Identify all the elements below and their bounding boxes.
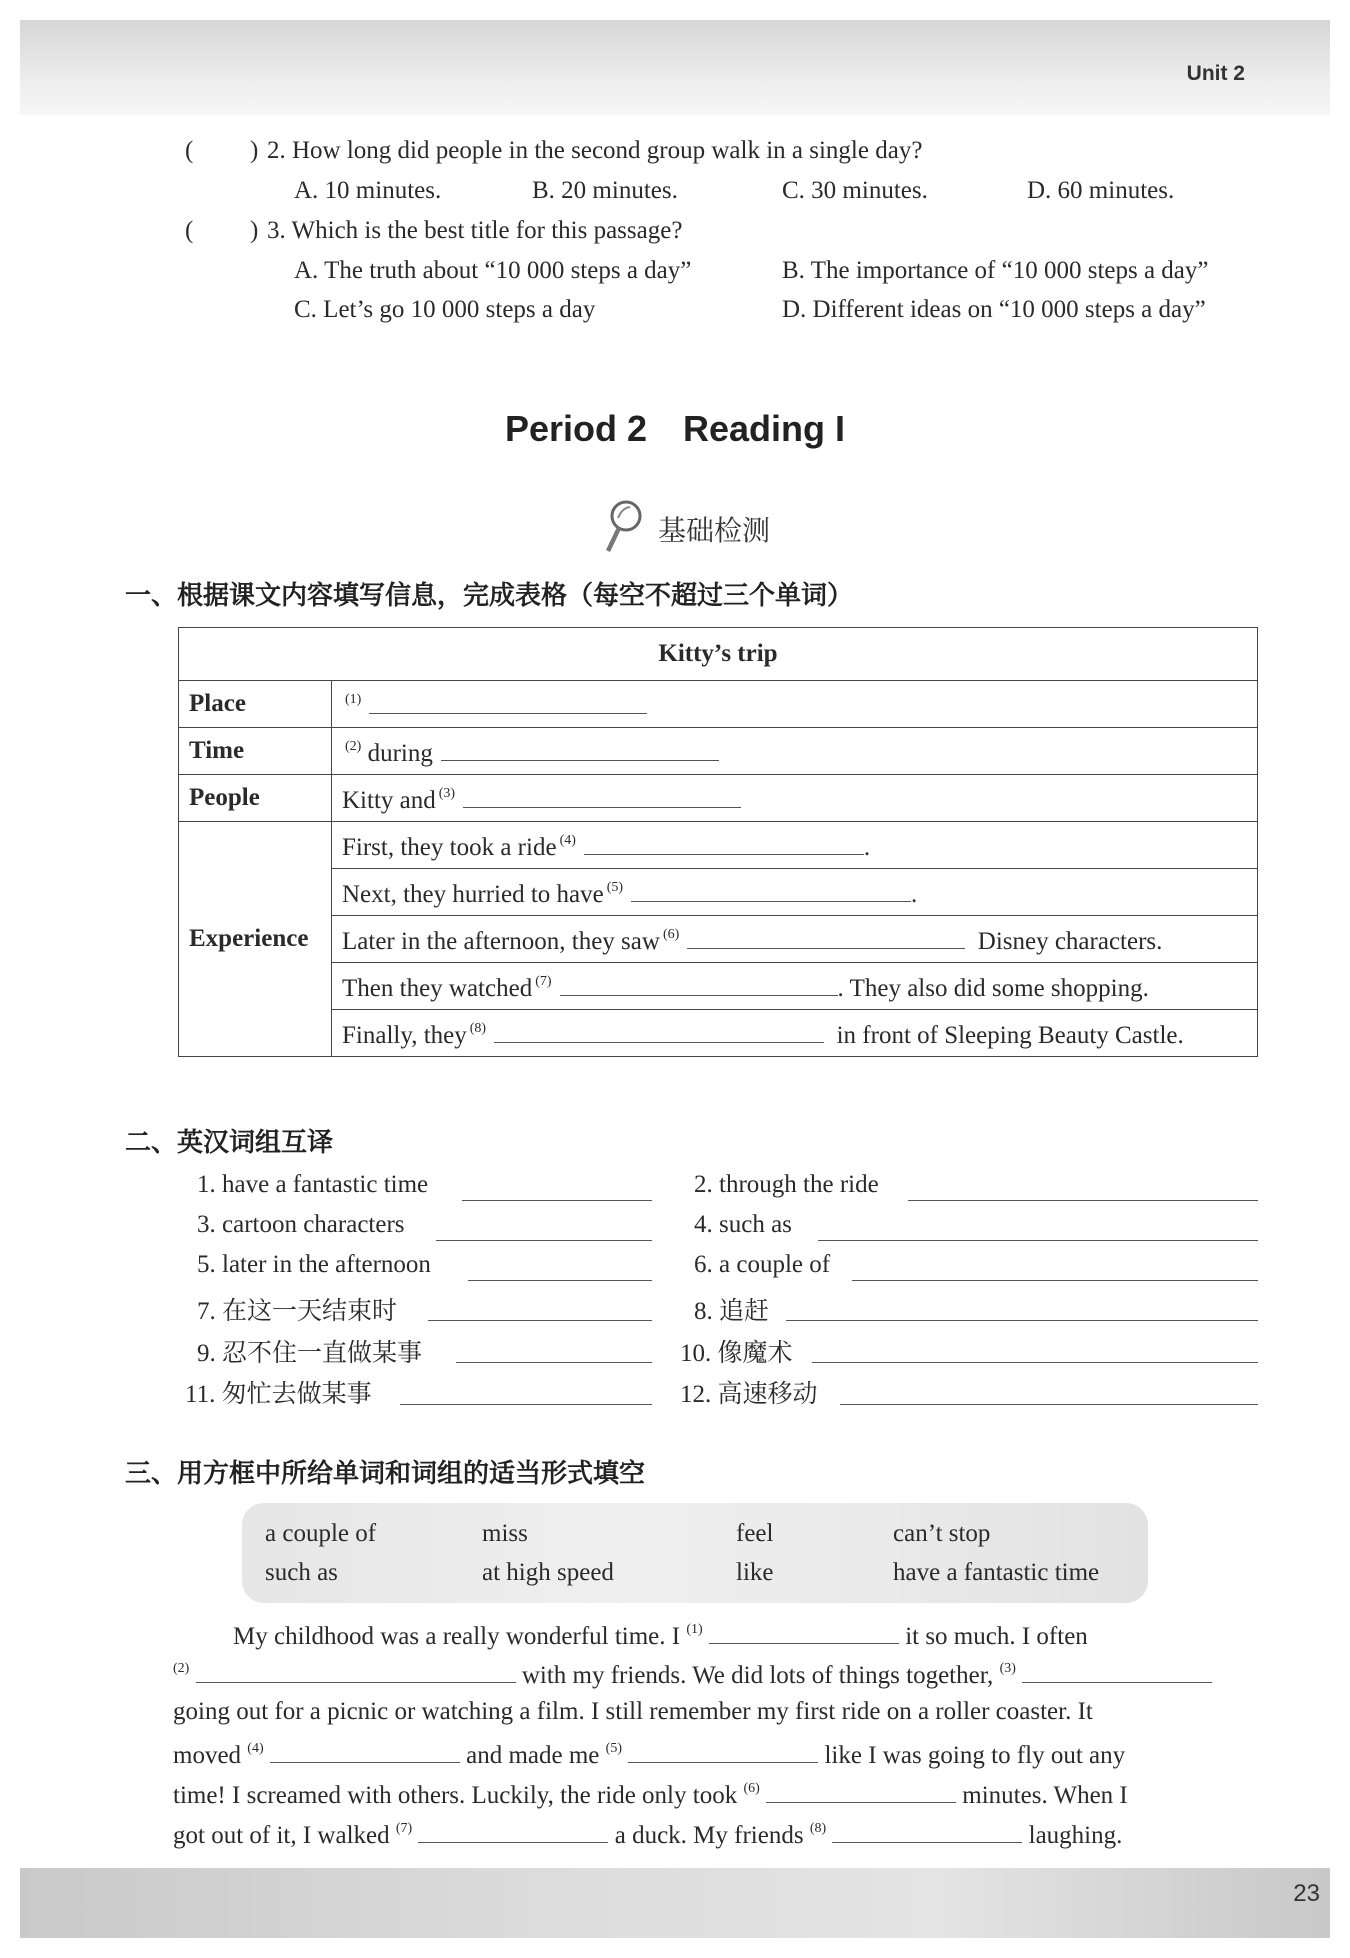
word-option: can’t stop	[893, 1520, 991, 1547]
answer-paren-open: (	[185, 137, 194, 164]
table-row	[179, 963, 1258, 1010]
passage-line	[233, 1619, 1088, 1651]
table-row	[179, 1010, 1258, 1057]
row-content-people	[332, 775, 1258, 822]
row-text: Later in the afternoon, they saw	[342, 928, 660, 955]
row-text: Then they watched	[342, 975, 533, 1002]
table-row	[179, 728, 1258, 775]
page-number: 23	[1293, 1880, 1320, 1907]
answer-line[interactable]	[436, 1240, 652, 1241]
blank-number: (3)	[999, 1661, 1016, 1676]
answer-line[interactable]	[400, 1404, 652, 1405]
answer-blank-2[interactable]	[441, 734, 719, 761]
passage-text: a duck. My friends	[614, 1822, 804, 1849]
option-c: C. 30 minutes.	[782, 177, 928, 204]
question-text: 3. Which is the best title for this passage?	[267, 217, 683, 244]
list-item: 3. cartoon characters	[197, 1211, 405, 1238]
blank-number: (8)	[809, 1821, 827, 1836]
row-label-people: People	[179, 775, 332, 822]
option-b: B. 20 minutes.	[532, 177, 678, 204]
answer-blank-3[interactable]	[463, 781, 741, 808]
option-d: D. Different ideas on “10 000 steps a day”	[782, 296, 1206, 323]
answer-blank-2[interactable]	[196, 1658, 516, 1683]
row-after-text: . They also did some shopping.	[837, 975, 1149, 1002]
answer-line[interactable]	[786, 1320, 1258, 1321]
word-option: feel	[736, 1520, 774, 1547]
row-content-exp2	[332, 869, 1258, 916]
word-option: at high speed	[482, 1559, 614, 1586]
row-content-time	[332, 728, 1258, 775]
period-title	[0, 408, 1350, 450]
answer-blank-8[interactable]	[494, 1016, 824, 1043]
answer-blank-5[interactable]	[631, 875, 911, 902]
passage-line: going out for a picnic or watching a film. I still remember my first ride on a roller coaster. It	[173, 1698, 1093, 1725]
row-content-exp5	[332, 1010, 1258, 1057]
passage-text: moved	[173, 1742, 242, 1769]
blank-number: (5)	[605, 1741, 622, 1756]
answer-line[interactable]	[468, 1280, 652, 1281]
kittys-trip-table	[178, 627, 1258, 1057]
table-row	[179, 869, 1258, 916]
answer-line[interactable]	[840, 1404, 1258, 1405]
list-item: 6. a couple of	[694, 1251, 831, 1278]
word-option: like	[736, 1559, 774, 1586]
row-after-text: .	[911, 881, 918, 908]
row-after-text: Disney characters.	[977, 928, 1163, 955]
answer-blank-3[interactable]	[1022, 1658, 1212, 1683]
answer-paren-close: )	[250, 137, 259, 164]
list-item: 4. such as	[694, 1211, 792, 1238]
answer-line[interactable]	[812, 1362, 1258, 1363]
question-text: 2. How long did people in the second group walk in a single day?	[267, 137, 923, 164]
row-text: Kitty and	[342, 787, 436, 814]
row-text: Finally, they	[342, 1022, 467, 1049]
blank-number: (4)	[247, 1741, 264, 1756]
blank-number: (2)	[173, 1661, 190, 1676]
passage-line	[173, 1778, 1128, 1810]
answer-line[interactable]	[852, 1280, 1258, 1281]
unit-label: Unit 2	[1186, 62, 1245, 85]
passage-text: laughing.	[1028, 1822, 1123, 1849]
blank-number: (6)	[743, 1781, 760, 1796]
answer-paren-close: )	[250, 217, 259, 244]
blank-number: (7)	[395, 1821, 413, 1836]
passage-line	[173, 1818, 1122, 1850]
page-top-shadow	[20, 20, 1330, 115]
blank-number: (2)	[345, 739, 362, 754]
word-box	[242, 1503, 1148, 1603]
row-content-exp4	[332, 963, 1258, 1010]
basic-check-text: 基础检测	[658, 514, 771, 547]
table-row	[179, 916, 1258, 963]
section-1-title: 一、根据课文内容填写信息，完成表格（每空不超过三个单词）	[125, 581, 854, 611]
answer-line[interactable]	[818, 1240, 1258, 1241]
passage-text: with my friends. We did lots of things together,	[521, 1662, 994, 1689]
passage-text: My childhood was a really wonderful time. I	[233, 1623, 681, 1650]
answer-blank-8[interactable]	[832, 1818, 1022, 1843]
list-item: 10. 像魔术	[680, 1340, 793, 1367]
answer-blank-4[interactable]	[584, 828, 864, 855]
option-a: A. 10 minutes.	[294, 177, 442, 204]
blank-number: (1)	[345, 692, 362, 707]
row-label-experience: Experience	[179, 822, 332, 1057]
passage-text: like I was going to fly out any	[824, 1742, 1126, 1769]
passage-line	[173, 1658, 1212, 1690]
blank-number: (5)	[606, 880, 624, 895]
passage-text: and made me	[466, 1742, 600, 1769]
passage-line	[173, 1738, 1125, 1770]
passage-text: time! I screamed with others. Luckily, the ride only took	[173, 1782, 738, 1809]
answer-blank-1[interactable]	[369, 687, 647, 714]
row-content-place	[332, 681, 1258, 728]
answer-blank-6[interactable]	[766, 1778, 956, 1803]
word-option: miss	[482, 1520, 528, 1547]
answer-blank-7[interactable]	[418, 1818, 608, 1843]
list-item: 1. have a fantastic time	[197, 1171, 429, 1198]
section-3-title: 三、用方框中所给单词和词组的适当形式填空	[125, 1459, 646, 1489]
option-c: C. Let’s go 10 000 steps a day	[294, 296, 596, 323]
answer-blank-4[interactable]	[270, 1738, 460, 1763]
list-item: 11. 匆忙去做某事	[185, 1381, 372, 1408]
passage-text: minutes. When I	[962, 1782, 1128, 1809]
list-item: 2. through the ride	[694, 1171, 879, 1198]
list-item: 9. 忍不住一直做某事	[197, 1340, 423, 1367]
magnifier-icon	[598, 498, 648, 556]
list-item: 8. 追赶	[694, 1298, 770, 1325]
row-text: during	[367, 740, 433, 767]
period-number: Period 2	[504, 408, 648, 449]
table-row	[179, 681, 1258, 728]
row-text: Next, they hurried to have	[342, 881, 604, 908]
section-2-title: 二、英汉词组互译	[125, 1128, 334, 1158]
answer-line[interactable]	[462, 1200, 652, 1201]
passage-text: it so much. I often	[905, 1623, 1088, 1650]
answer-line[interactable]	[428, 1320, 652, 1321]
answer-paren-open: (	[185, 217, 194, 244]
blank-number: (7)	[535, 974, 552, 989]
row-text: First, they took a ride	[342, 834, 557, 861]
table-row	[179, 775, 1258, 822]
word-option: such as	[265, 1559, 338, 1586]
list-item: 5. later in the afternoon	[197, 1251, 431, 1278]
blank-number: (1)	[686, 1622, 703, 1637]
answer-line[interactable]	[456, 1362, 652, 1363]
row-content-exp1	[332, 822, 1258, 869]
blank-number: (8)	[469, 1021, 487, 1036]
option-d: D. 60 minutes.	[1027, 177, 1175, 204]
blank-number: (3)	[438, 786, 456, 801]
table-title: Kitty’s trip	[179, 628, 1258, 681]
list-item: 7. 在这一天结束时	[197, 1298, 398, 1325]
word-option: a couple of	[265, 1520, 377, 1547]
blank-number: (6)	[662, 927, 680, 942]
answer-blank-1[interactable]	[709, 1619, 899, 1644]
answer-blank-5[interactable]	[628, 1738, 818, 1763]
word-option: have a fantastic time	[893, 1559, 1100, 1586]
row-label-time: Time	[179, 728, 332, 775]
answer-blank-6[interactable]	[687, 922, 965, 949]
list-item: 12. 高速移动	[680, 1381, 818, 1408]
page-bottom-shadow	[20, 1868, 1330, 1938]
table-row	[179, 822, 1258, 869]
blank-number: (4)	[559, 833, 576, 848]
answer-line[interactable]	[908, 1200, 1258, 1201]
option-b: B. The importance of “10 000 steps a day”	[782, 257, 1209, 284]
passage-text: got out of it, I walked	[173, 1822, 390, 1849]
row-after-text: .	[863, 834, 871, 861]
period-subject: Reading I	[683, 408, 846, 449]
row-content-exp3	[332, 916, 1258, 963]
row-label-place: Place	[179, 681, 332, 728]
option-a: A. The truth about “10 000 steps a day”	[294, 257, 692, 284]
answer-blank-7[interactable]	[560, 969, 838, 996]
row-after-text: in front of Sleeping Beauty Castle.	[836, 1022, 1184, 1049]
